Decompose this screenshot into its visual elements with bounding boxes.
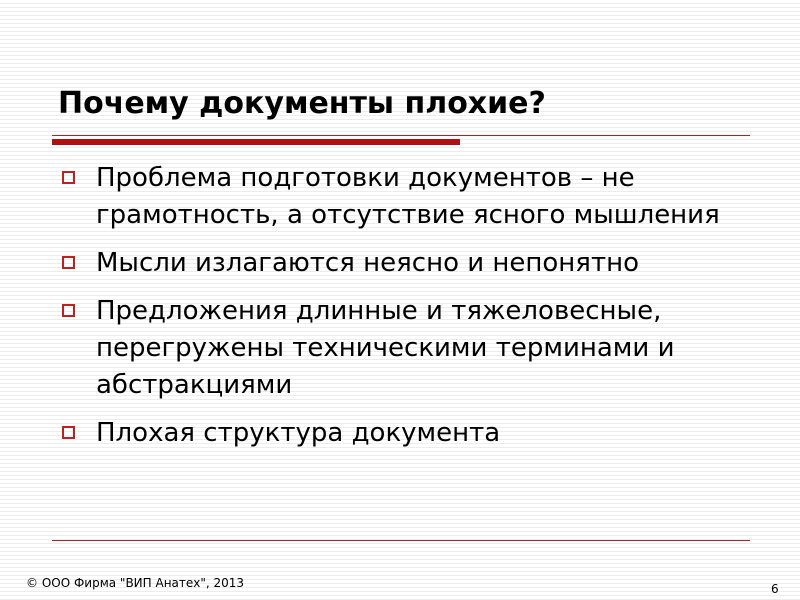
bullet-item <box>60 415 760 452</box>
bullet-item <box>60 293 760 404</box>
bullet-square-icon <box>62 426 75 439</box>
footer-copyright: © ООО Фирма "ВИП Анатех", 2013 <box>26 576 245 590</box>
bullet-square-icon <box>62 304 75 317</box>
bullet-square-icon <box>62 171 75 184</box>
bullet-square-icon <box>62 256 75 269</box>
title-underline-thin <box>52 135 750 136</box>
page-number: 6 <box>771 582 779 596</box>
bullet-item <box>60 245 760 282</box>
bullet-text: Мысли излагаются неясно и непонятно <box>96 248 639 278</box>
footer-divider <box>52 540 750 541</box>
bullet-text: Проблема подготовки документов – не грамотность, а отсутствие ясного мышления <box>96 163 720 230</box>
bullet-text: Предложения длинные и тяжеловесные, перегружены техническими терминами и абстракциями <box>96 296 675 400</box>
title-underline-thick <box>52 139 460 145</box>
bullet-list <box>60 160 760 463</box>
slide-title: Почему документы плохие? <box>58 86 546 121</box>
bullet-item <box>60 160 760 234</box>
bullet-text: Плохая структура документа <box>96 418 501 448</box>
